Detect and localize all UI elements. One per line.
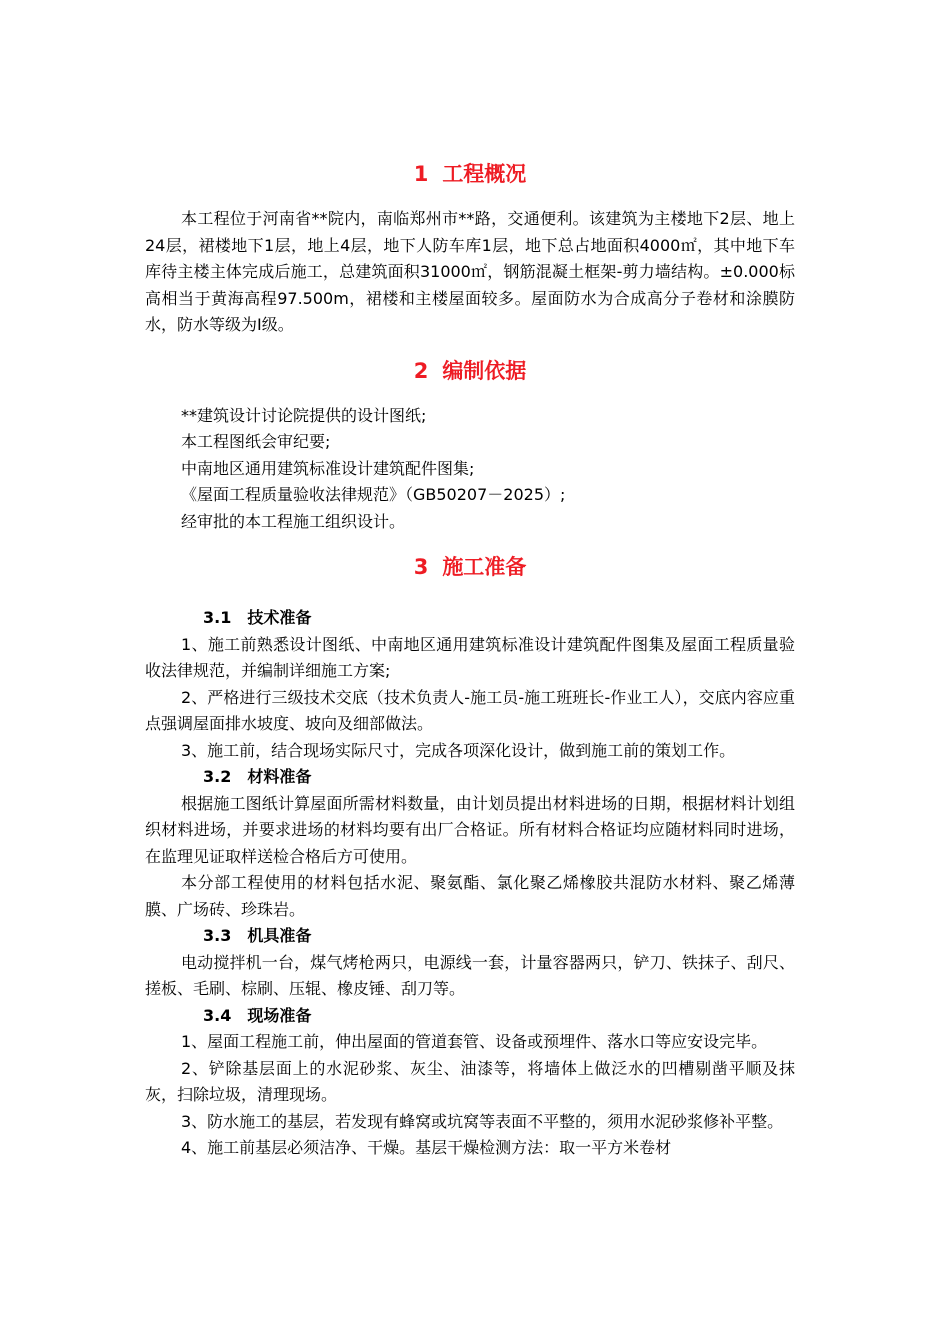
subsection-number: 3.4 xyxy=(203,1005,232,1025)
section-number: 3 xyxy=(413,555,429,579)
basis-item: 本工程图纸会审纪要; xyxy=(181,432,331,451)
document-body xyxy=(145,150,795,1162)
subsection-3-1-heading xyxy=(145,605,795,632)
section-number: 1 xyxy=(413,162,429,186)
section-title: 工程概况 xyxy=(442,162,527,186)
subsection-3-3-heading xyxy=(145,923,795,950)
basis-item: 《屋面工程质量验收法律规范》（GB50207－2025）; xyxy=(181,485,566,504)
basis-item: 经审批的本工程施工组织设计。 xyxy=(181,511,406,531)
subsection-title: 机具准备 xyxy=(247,926,312,945)
section-2-heading xyxy=(145,347,795,395)
section-3-heading xyxy=(145,543,795,591)
paragraph: 3、防水施工的基层，若发现有蜂窝或坑窝等表面不平整的，须用水泥砂浆修补平整。 xyxy=(181,1111,784,1131)
paragraph: 3、施工前，结合现场实际尺寸，完成各项深化设计，做到施工前的策划工作。 xyxy=(181,740,736,760)
section-title: 施工准备 xyxy=(442,555,527,579)
paragraph: 4、施工前基层必须洁净、干燥。基层干燥检测方法：取一平方米卷材 xyxy=(181,1138,672,1157)
paragraph: 根据施工图纸计算屋面所需材料数量，由计划员提出材料进场的日期，根据材料计划组织材料进场，并要求进场的材料均要有出厂合格证。所有材料合格证均应随材料同时进场，在监理见证取样送检合格后方可使用。 xyxy=(145,793,795,866)
section-number: 2 xyxy=(413,358,429,383)
basis-item: **建筑设计讨论院提供的设计图纸; xyxy=(181,405,427,425)
subsection-3-4-heading xyxy=(145,1003,795,1030)
section-1-paragraph: 本工程位于河南省**院内，南临郑州市**路，交通便利。该建筑为主楼地下2层、地上24层，裙楼地下1层，地上4层，地下人防车库1层，地下总占地面积4000㎡，其中地下车库待主楼主体完成后施工，总建筑面积31000㎡，钢筋混凝土框架-剪力墙结构。±0.000标高相当于黄海高程97.500m，裙楼和主楼屋面较多。屋面防水为合成高分子卷材和涂膜防水，防水等级为I级。 xyxy=(145,209,795,334)
subsection-number: 3.2 xyxy=(203,767,232,786)
basis-item: 中南地区通用建筑标准设计建筑配件图集; xyxy=(181,458,475,478)
section-title: 编制依据 xyxy=(442,358,527,383)
subsection-number: 3.1 xyxy=(203,608,232,627)
subsection-3-2-heading xyxy=(145,764,795,791)
section-1-heading xyxy=(145,150,795,198)
subsection-title: 材料准备 xyxy=(247,767,312,786)
subsection-title: 技术准备 xyxy=(247,608,312,627)
paragraph: 本分部工程使用的材料包括水泥、聚氨酯、氯化聚乙烯橡胶共混防水材料、聚乙烯薄膜、广场砖、珍珠岩。 xyxy=(145,873,795,919)
paragraph: 2、铲除基层面上的水泥砂浆、灰尘、油漆等，将墙体上做泛水的凹槽剔凿平顺及抹灰，扫除垃圾，清理现场。 xyxy=(145,1058,795,1104)
paragraph: 2、严格进行三级技术交底（技术负责人-施工员-施工班班长-作业工人），交底内容应重点强调屋面排水坡度、坡向及细部做法。 xyxy=(145,687,795,733)
subsection-number: 3.3 xyxy=(203,926,232,945)
paragraph: 1、施工前熟悉设计图纸、中南地区通用建筑标准设计建筑配件图集及屋面工程质量验收法律规范，并编制详细施工方案; xyxy=(145,634,795,680)
paragraph: 电动搅拌机一台，煤气烤枪两只，电源线一套，计量容器两只，铲刀、铁抹子、刮尺、搓板、毛刷、棕刷、压辊、橡皮锤、刮刀等。 xyxy=(145,952,795,998)
subsection-title: 现场准备 xyxy=(247,1005,312,1025)
paragraph: 1、屋面工程施工前，伸出屋面的管道套管、设备或预埋件、落水口等应安设完毕。 xyxy=(181,1032,768,1051)
